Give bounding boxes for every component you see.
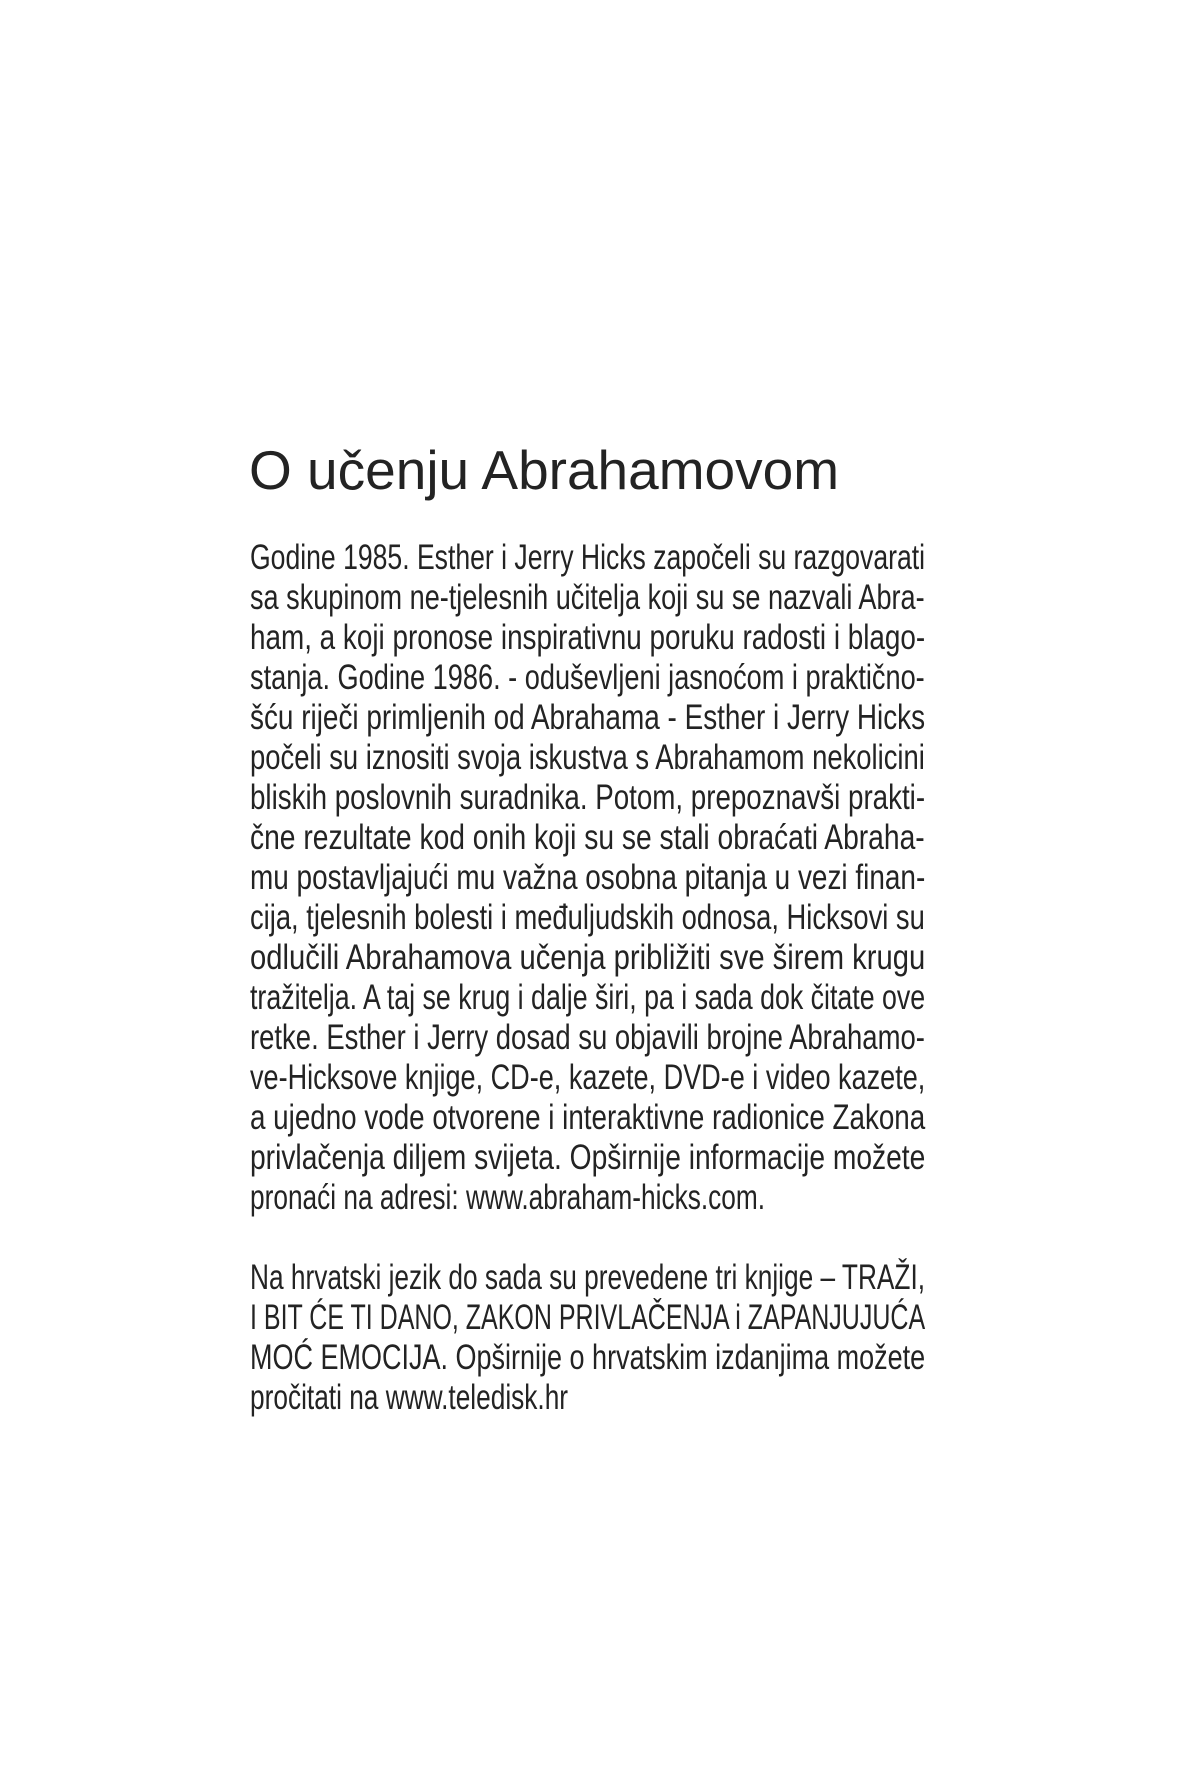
text-line: ve-Hicksove knjige, CD-e, kazete, DVD-e i video kazete,: [250, 1058, 926, 1097]
text-line: odlučili Abrahamova učenja približiti sve širem krugu: [250, 938, 926, 977]
text-line: Na hrvatski jezik do sada su prevedene tri knjige – TRAŽI,: [250, 1258, 926, 1297]
text-line: Godine 1985. Esther i Jerry Hicks započeli su razgovarati: [250, 538, 926, 577]
text-line: sa skupinom ne-tjelesnih učitelja koji su se nazvali Abra-: [250, 578, 925, 617]
text-line: a ujedno vode otvorene i interaktivne radionice Zakona: [250, 1098, 926, 1137]
text-line: retke. Esther i Jerry dosad su objavili brojne Abrahamo-: [250, 1018, 925, 1057]
page-title: O učenju Abrahamovom: [249, 439, 840, 501]
text-line: mu postavljajući mu važna osobna pitanja u vezi finan-: [250, 858, 926, 897]
text-line: ham, a koji pronose inspirativnu poruku radosti i blago-: [250, 618, 926, 657]
text-line: tražitelja. A taj se krug i dalje širi, pa i sada dok čitate ove: [250, 978, 926, 1017]
text-line: MOĆ EMOCIJA. Opširnije o hrvatskim izdanjima možete: [250, 1338, 926, 1377]
paragraph-croatian-editions: [250, 1258, 925, 1418]
text-line: šću riječi primljenih od Abrahama - Esther i Jerry Hicks: [250, 698, 926, 737]
text-line-url: pronaći na adresi: www.abraham-hicks.com.: [250, 1178, 766, 1217]
text-line: I BIT ĆE TI DANO, ZAKON PRIVLAČENJA i ZAPANJUJUĆA: [250, 1298, 926, 1337]
text-line: stanja. Godine 1986. - oduševljeni jasnoćom i praktično-: [250, 658, 925, 697]
text-line: čne rezultate kod onih koji su se stali obraćati Abraha-: [250, 818, 925, 857]
text-line: bliskih poslovnih suradnika. Potom, prepoznavši prakti-: [250, 778, 926, 817]
article-body: [250, 538, 925, 1418]
text-line: počeli su iznositi svoja iskustva s Abrahamom nekolicini: [250, 738, 925, 777]
text-line: cija, tjelesnih bolesti i međuljudskih odnosa, Hicksovi su: [250, 898, 925, 937]
text-line: privlačenja diljem svijeta. Opširnije informacije možete: [250, 1138, 926, 1177]
text-line-url: pročitati na www.teledisk.hr: [250, 1378, 569, 1417]
paragraph-about-teachings: [250, 538, 925, 1218]
